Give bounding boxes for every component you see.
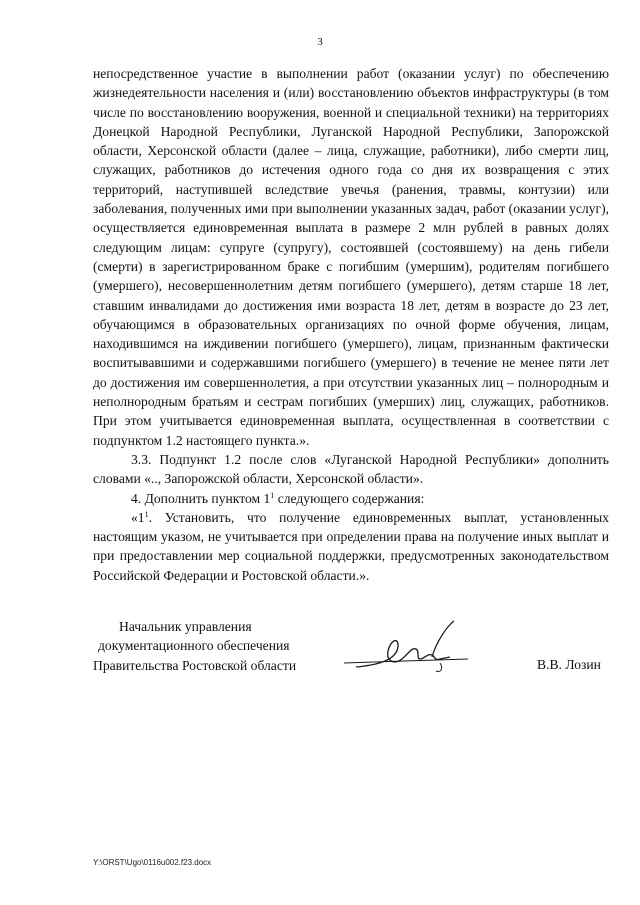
paragraph-4-text: 4. Дополнить пунктом 1	[131, 490, 271, 506]
signatory-title	[93, 617, 353, 675]
file-path: Y:\ORST\Ugo\0116u002.f23.docx	[93, 858, 212, 867]
document-body	[93, 64, 609, 585]
paragraph-3-3: 3.3. Подпункт 1.2 после слов «Луганской Народной Республики» дополнить словами «.., Запорожской области, Херсонской области».	[93, 451, 609, 487]
paragraph-continuation: непосредственное участие в выполнении работ (оказании услуг) по обеспечению жизнедеятельности населения и (или) восстановлению объектов инфраструктуры (в том числе по восстановлению вооружения, военной и специальной техники) на территориях Донецкой Народной Республики, Луганской Народной Республики, Запорожской области, Херсонской области (далее – лица, служащие, работники), либо смерти лиц, служащих, работников до истечения одного года со дня их возвращения с этих территорий, наступившей вследствие увечья (ранения, травмы, контузии) или заболевания, полученных ими при выполнении указанных задач, работ (оказании услуг), осуществляется единовременная выплата в размере 2 млн рублей в равных долях следующим лицам: супруге (супругу), состоявшей (состоявшему) на день гибели (смерти) в зарегистрированном браке с погибшим (умершим), родителям погибшего (умершего), несовершеннолетним детям погибшего (умершего), детям старше 18 лет, ставшим инвалидами до достижения ими возраста 18 лет, детям в возрасте до 23 лет, обучающимся в образовательных организациях по очной форме обучения, лицам, находившимся на иждивении погибшего (умершего), лицам, признанным фактически воспитывавшими и содержавшими погибшего (умершего) в течение не менее пяти лет до достижения им совершеннолетия, а при отсутствии указанных лиц – полнородным и неполнородным братьям и сестрам погибших (умерших) лиц, служащих, работников. При этом учитывается единовременная выплата, осуществленная в соответствии с подпунктом 1.2 настоящего пункта.».	[93, 66, 609, 448]
paragraph-1-1-start: «1	[131, 509, 145, 525]
superscript: 1	[144, 509, 149, 519]
signatory-title-line-3: Правительства Ростовской области	[93, 657, 297, 673]
signatory-title-line-2: документационного обеспечения	[98, 638, 290, 654]
handwritten-signature	[336, 617, 476, 681]
paragraph-4	[93, 489, 609, 508]
signatory-title-line-1: Начальник управления	[119, 619, 252, 634]
paragraph-1-1	[93, 508, 609, 585]
superscript: 1	[270, 490, 275, 500]
paragraph-4-text-end: следующего содержания:	[274, 490, 425, 506]
paragraph-1-1-text: . Установить, что получение единовременных выплат, установленных настоящим указом, не учитывается при определении права на получение иных выплат и при предоставлении мер социальной поддержки, предусмотренных законодательством Российской Федерации и Ростовской области.».	[93, 509, 609, 583]
page-number: 3	[317, 36, 323, 48]
signer-name: В.В. Лозин	[537, 657, 601, 672]
